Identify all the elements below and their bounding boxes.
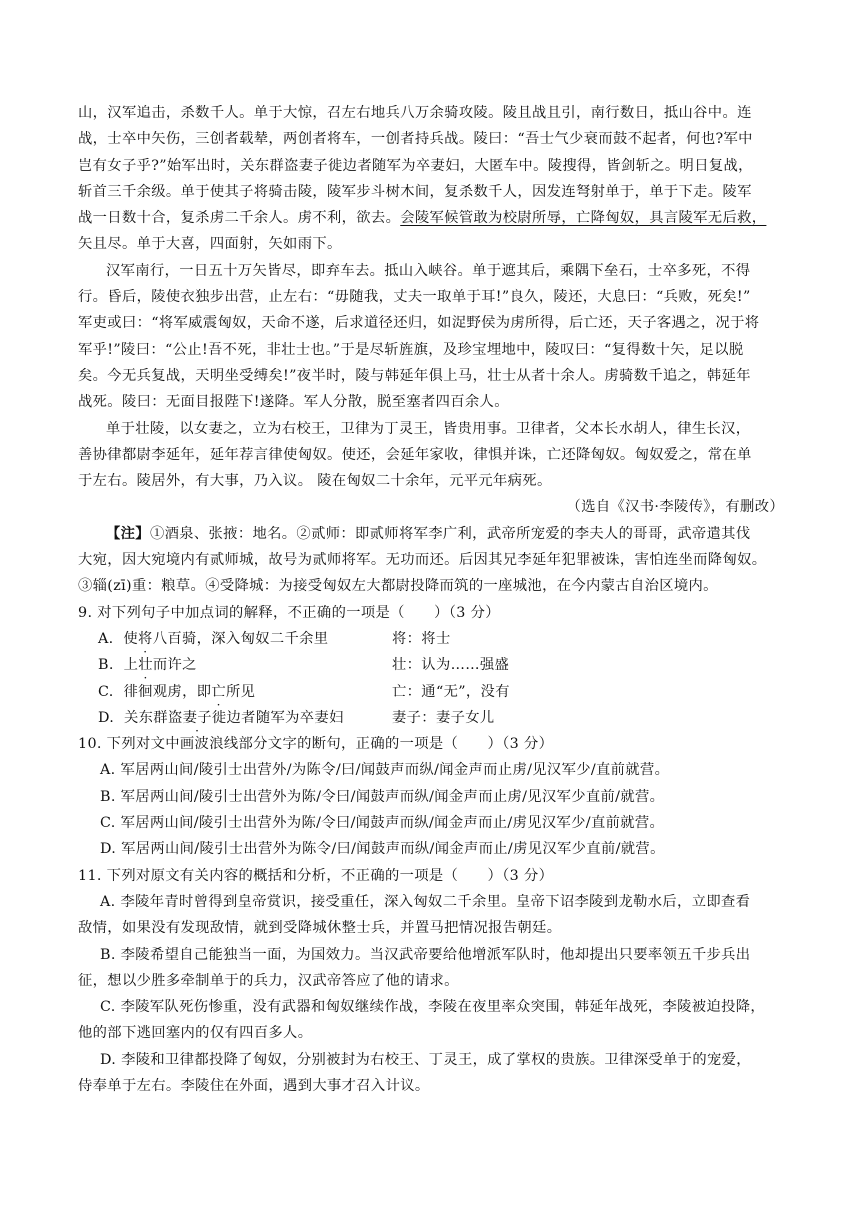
option-letter: D. <box>98 709 115 726</box>
option-d[interactable]: D. 军居两山间/陵引士出营外为陈令/曰/闻鼓声而纵/闻金声而止/虏见汉军少直前/就营。 <box>100 841 665 858</box>
option-c[interactable]: C. 军居两山间/陵引士出营外为陈/令曰/闻鼓声而纵/闻金声而止/虏见汉军少/直前就营。 <box>100 815 665 832</box>
text-line: 矣。今无兵复战，天明坐受缚矣!”夜半时，陵与韩延年俱上马，壮士从者十余人。虏骑数千追之，韩延年 <box>78 367 751 384</box>
wavy-underlined-text: 会陵军候管敢为校尉所辱，亡降匈奴，具言陵军无后救， <box>400 210 767 227</box>
text-line: 军乎!”陵曰：“公止!吾不死，非壮士也。”于是尽斩旌旗，及珍宝埋地中，陵叹曰：“复得数十矢，足以脱 <box>78 341 744 358</box>
dotted-word: 壮 <box>138 657 153 674</box>
sentence-part: 上 <box>123 657 139 674</box>
option-a[interactable]: A. 军居两山间/陵引士出营外/为陈令/曰/闻鼓声而纵/闻金声而止虏/见汉军少/直前就营。 <box>100 762 670 779</box>
option-d[interactable] <box>78 705 784 731</box>
text-line: 于左右。陵居外，有大事，乃入议。 陵在匈奴二十余年，元平元年病死。 <box>78 473 552 490</box>
note-line: ③辎(zī)重：粮草。④受降城：为接受匈奴左大都尉投降而筑的一座城池，在今内蒙古自治区境内。 <box>78 578 718 595</box>
text-line <box>78 205 784 231</box>
option-b[interactable] <box>78 942 784 995</box>
note-line <box>78 521 784 547</box>
option-gloss: 妻子：妻子女儿 <box>392 709 495 726</box>
dotted-word: 妻子 <box>182 709 212 726</box>
text-segment: 战一日数十合，复杀虏二千余人。虏不利，欲去。 <box>78 210 401 227</box>
question-9 <box>78 600 784 731</box>
text-line: 汉军南行，一日五十万矢皆尽，即弃车去。抵山入峡谷。单于遮其后，乘隅下垒石，士卒多死，不得 <box>106 262 751 279</box>
text-line: 岂有女子乎?”始军出时，关东群盗妻子徙边者随军为卒妻妇，大匿车中。陵搜得，皆剑斩之。明日复战， <box>78 157 753 174</box>
option-line: 征，想以少胜多牵制单于的兵力，汉武帝答应了他的请求。 <box>78 972 459 989</box>
option-line: A. 李陵年青时曾得到皇帝赏识，接受重任，深入匈奴二千余里。皇帝下诏李陵到龙勒水后，立即查看 <box>100 893 751 910</box>
text-line: 战死。陵曰：无面目报陛下!遂降。军人分散，脱至塞者四百余人。 <box>78 394 509 411</box>
note-label: 【注】 <box>106 525 150 542</box>
question-stem: 10. 下列对文中画波浪线部分文字的断句，正确的一项是（ ）（3 分） <box>78 736 554 753</box>
text-line: 行。昏后，陵使衣独步出营，止左右：“毋随我，丈夫一取单于耳!”良久，陵还，大息曰：“兵败，死矣!” <box>78 289 751 306</box>
text-line: 军吏或曰：“将军威震匈奴，天命不遂，后求道径还归，如浞野侯为虏所得，后亡还，天子客遇之，况于将 <box>78 315 760 332</box>
option-line: D. 李陵和卫律都投降了匈奴，分别被封为右校王、丁灵王，成了掌权的贵族。卫律深受单于的宠爱， <box>100 1051 751 1068</box>
option-letter: C. <box>98 683 114 700</box>
option-gloss: 壮：认为……强盛 <box>392 657 510 674</box>
question-10 <box>78 731 784 862</box>
option-c[interactable] <box>78 679 784 705</box>
sentence-part: 使 <box>123 630 139 647</box>
text-line: 矢且尽。单于大喜，四面射，矢如雨下。 <box>78 236 342 253</box>
option-sentence <box>98 652 392 678</box>
option-line: 侍奉单于左右。李陵住在外面，遇到大事才召入计议。 <box>78 1077 430 1094</box>
note-line: 大宛，因大宛境内有贰师城，故号为贰师将军。无功而还。后因其兄李延年犯罪被诛，害怕连坐而降匈奴。 <box>78 552 767 569</box>
option-gloss: 将：将士 <box>392 630 451 647</box>
text-line: 单于壮陵，以女妻之，立为右校王，卫律为丁灵王，皆贵用事。卫律者，父本长水胡人，律生长汉， <box>106 420 751 437</box>
option-line: 他的部下逃回塞内的仅有四百多人。 <box>78 1025 313 1042</box>
option-gloss: 亡：通“无”，没有 <box>392 683 510 700</box>
sentence-part: 关东群盗 <box>124 709 183 726</box>
option-b[interactable] <box>78 652 784 678</box>
passage-paragraph-2 <box>78 258 784 416</box>
option-line: 敌情，如果没有发现敌情，就到受降城休整士兵，并置马把情况报告朝廷。 <box>78 920 562 937</box>
option-b[interactable]: B. 军居两山间/陵引士出营外为陈/令曰/闻鼓声而纵/闻金声而止虏/见汉军少直前/就营。 <box>100 788 665 805</box>
text-line: 山，汉军追击，杀数千人。单于大惊，召左右地兵八万余骑攻陵。陵且战且引，南行数日，抵山谷中。连 <box>78 105 752 121</box>
passage-paragraph-1 <box>78 100 784 258</box>
text-line: 战，士卒中矢伤，三创者载辇，两创者将车，一创者持兵战。陵曰：“吾士气少衰而鼓不起者，何也?军中 <box>78 131 753 148</box>
passage-paragraph-3 <box>78 416 784 495</box>
option-line: C. 李陵军队死伤惨重，没有武器和匈奴继续作战，李陵在夜里率众突围，韩延年战死，李陵被迫投降， <box>100 999 766 1016</box>
dotted-word: 亡 <box>211 683 227 700</box>
sentence-part: 八百骑，深入匈奴二千余里 <box>152 630 329 647</box>
option-a[interactable] <box>78 889 784 942</box>
option-line: B. 李陵希望自己能独当一面，为国效力。当汉武帝要给他增派军队时，他却提出只要率领五千步兵出 <box>100 946 751 963</box>
sentence-part: 徙边者随军为卒妻妇 <box>211 709 344 726</box>
question-stem: 9. 对下列句子中加点词的解释，不正确的一项是（ ）（3 分） <box>78 604 500 621</box>
option-letter: A. <box>98 630 114 647</box>
option-a[interactable] <box>78 626 784 652</box>
exam-page <box>78 100 784 1099</box>
option-letter: B. <box>98 657 114 674</box>
sentence-part: 所见 <box>226 683 256 700</box>
note-text: ①酒泉、张掖：地名。②贰师：即贰师将军李广利，武帝所宠爱的李夫人的哥哥，武帝遣其伐 <box>149 525 751 542</box>
question-11 <box>78 863 784 1100</box>
option-c[interactable] <box>78 994 784 1047</box>
question-stem: 11. 下列对原文有关内容的概括和分析，不正确的一项是（ ）（3 分） <box>78 867 554 884</box>
option-sentence <box>98 626 392 652</box>
text-line: 斩首三千余级。单于使其子将骑击陵，陵军步斗树木间，复杀数千人，因发连弩射单于，单于下走。陵军 <box>78 183 752 200</box>
dotted-word: 将 <box>138 630 153 647</box>
sentence-part: 而许之 <box>152 657 197 674</box>
option-sentence <box>98 679 392 705</box>
option-d[interactable] <box>78 1047 784 1100</box>
notes <box>78 521 784 600</box>
option-sentence <box>98 705 392 731</box>
text-line: 善协律都尉李延年，延年荐言律使匈奴。使还，会延年家收，律惧并诛，亡还降匈奴。匈奴爱之，常在单 <box>78 446 752 463</box>
sentence-part: 徘徊观虏，即 <box>123 683 212 700</box>
source-citation: （选自《汉书·李陵传》，有删改） <box>566 499 784 516</box>
